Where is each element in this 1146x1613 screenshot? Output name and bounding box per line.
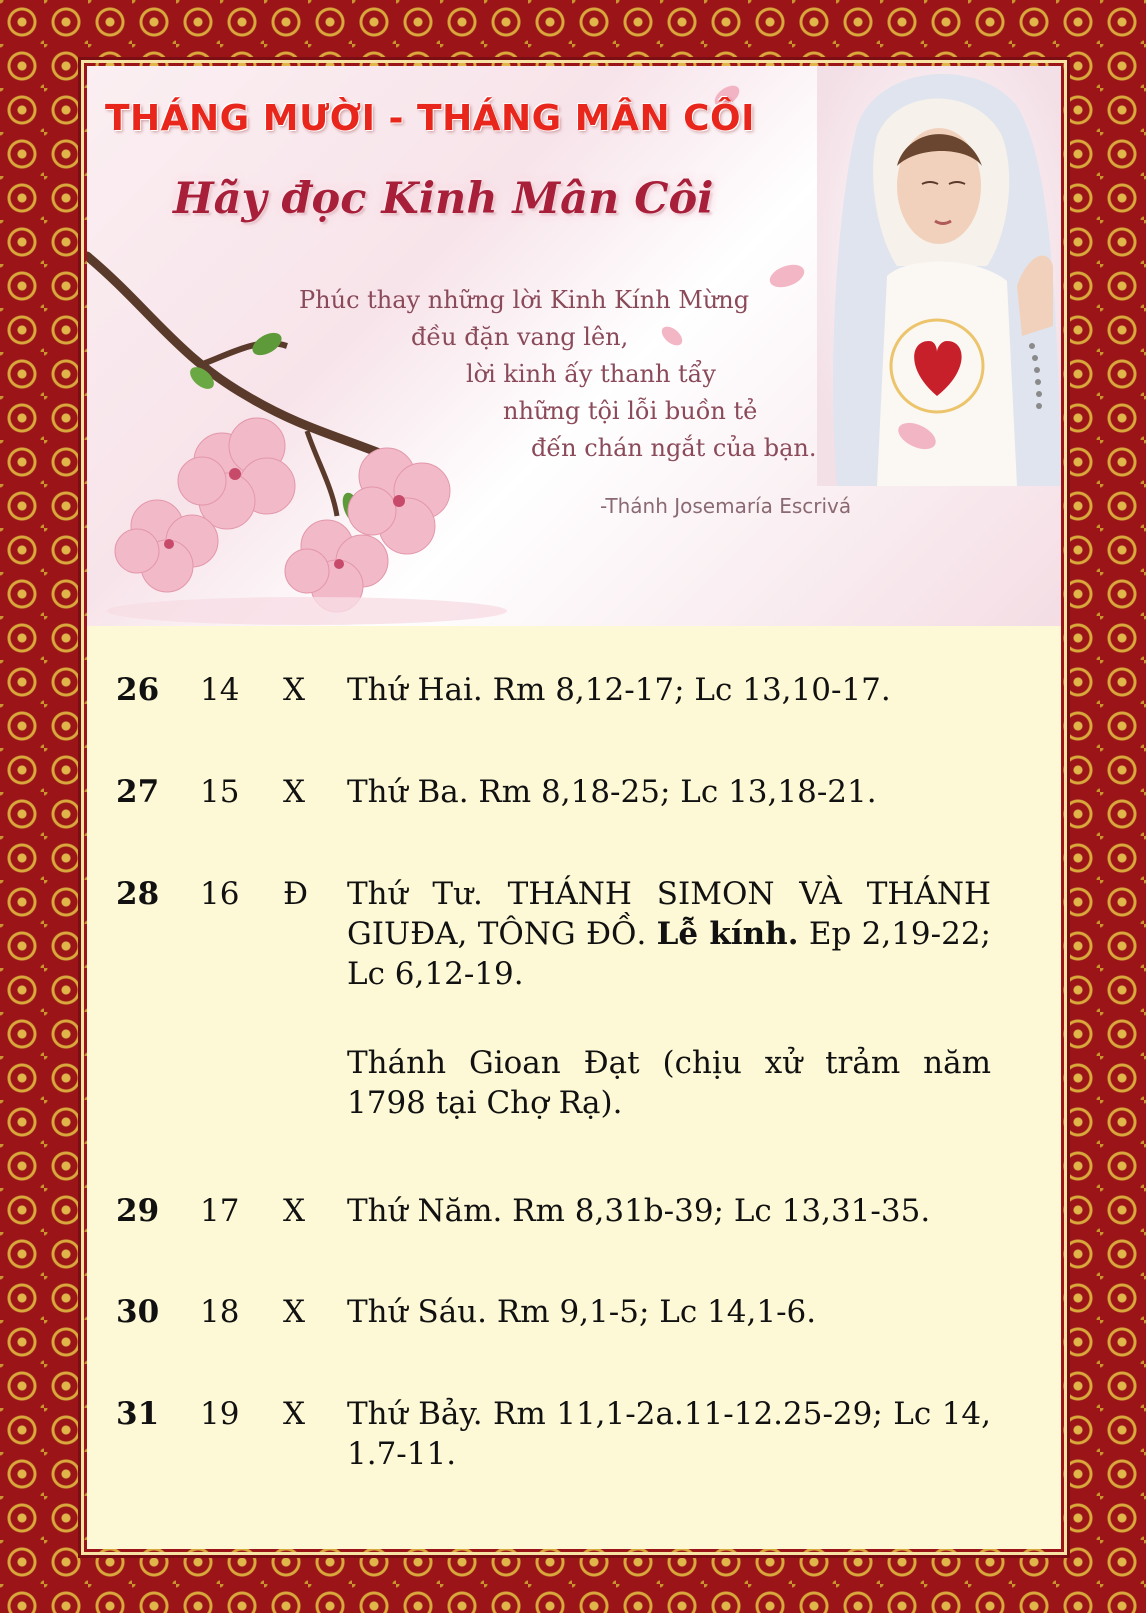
entry-readings (347, 874, 991, 994)
banner-subtitle: Hãy đọc Kinh Mân Côi (173, 174, 714, 224)
banner-title: THÁNG MƯỜI - THÁNG MÂN CÔI (105, 98, 756, 139)
entry-readings: Thứ Hai. Rm 8,12-17; Lc 13,10-17. (347, 672, 891, 708)
solar-day: 30 (116, 1294, 160, 1330)
liturgical-calendar-list (87, 626, 1061, 1549)
lunar-day: 14 (200, 672, 240, 708)
liturgical-color: X (283, 1396, 306, 1432)
entry-readings: Thứ Ba. Rm 8,18-25; Lc 13,18-21. (347, 774, 877, 810)
lunar-day: 17 (200, 1193, 240, 1229)
lunar-day: 16 (200, 876, 240, 912)
liturgical-color: X (283, 672, 306, 708)
liturgical-color: Đ (283, 876, 309, 912)
liturgical-color: X (283, 1193, 306, 1229)
entry-feast-readings: Ep 2,19-22; Lc 6,12-19. (347, 916, 992, 992)
solar-day: 29 (116, 1193, 160, 1229)
quote-line: lời kinh ấy thanh tẩy (466, 360, 716, 388)
entry-readings: Thứ Sáu. Rm 9,1-5; Lc 14,1-6. (347, 1294, 817, 1330)
calendar-page (87, 66, 1061, 1549)
quote (277, 282, 817, 467)
entry-readings: Thứ Năm. Rm 8,31b-39; Lc 13,31-35. (347, 1193, 931, 1229)
saint-commemoration: Thánh Gioan Đạt (chịu xử trảm năm 1798 tại Chợ Rạ). (347, 1045, 991, 1121)
solar-day: 26 (116, 672, 160, 708)
lunar-day: 15 (200, 774, 240, 810)
liturgical-color: X (283, 774, 306, 810)
quote-author: -Thánh Josemaría Escrivá (600, 494, 852, 518)
liturgical-color: X (283, 1294, 306, 1330)
rosary-month-banner (87, 66, 1061, 626)
lunar-day: 19 (200, 1396, 240, 1432)
entry-readings: Thứ Bảy. Rm 11,1-2a.11-12.25-29; Lc 14, 1.7-11. (347, 1396, 991, 1472)
quote-line: đều đặn vang lên, (411, 323, 629, 351)
solar-day: 27 (116, 774, 160, 810)
solar-day: 28 (116, 876, 160, 912)
solar-day: 31 (116, 1396, 160, 1432)
entry-feast-title: Thứ Tư. THÁNH SIMON VÀ THÁNH GIUĐA, TÔNG ĐỒ. (347, 876, 991, 952)
lunar-day: 18 (200, 1294, 240, 1330)
quote-line: Phúc thay những lời Kinh Kính Mừng (299, 286, 750, 314)
quote-line: đến chán ngắt của bạn. (531, 434, 817, 462)
quote-line: những tội lỗi buồn tẻ (503, 397, 758, 425)
feast-rank: Lễ kính. (656, 916, 799, 952)
